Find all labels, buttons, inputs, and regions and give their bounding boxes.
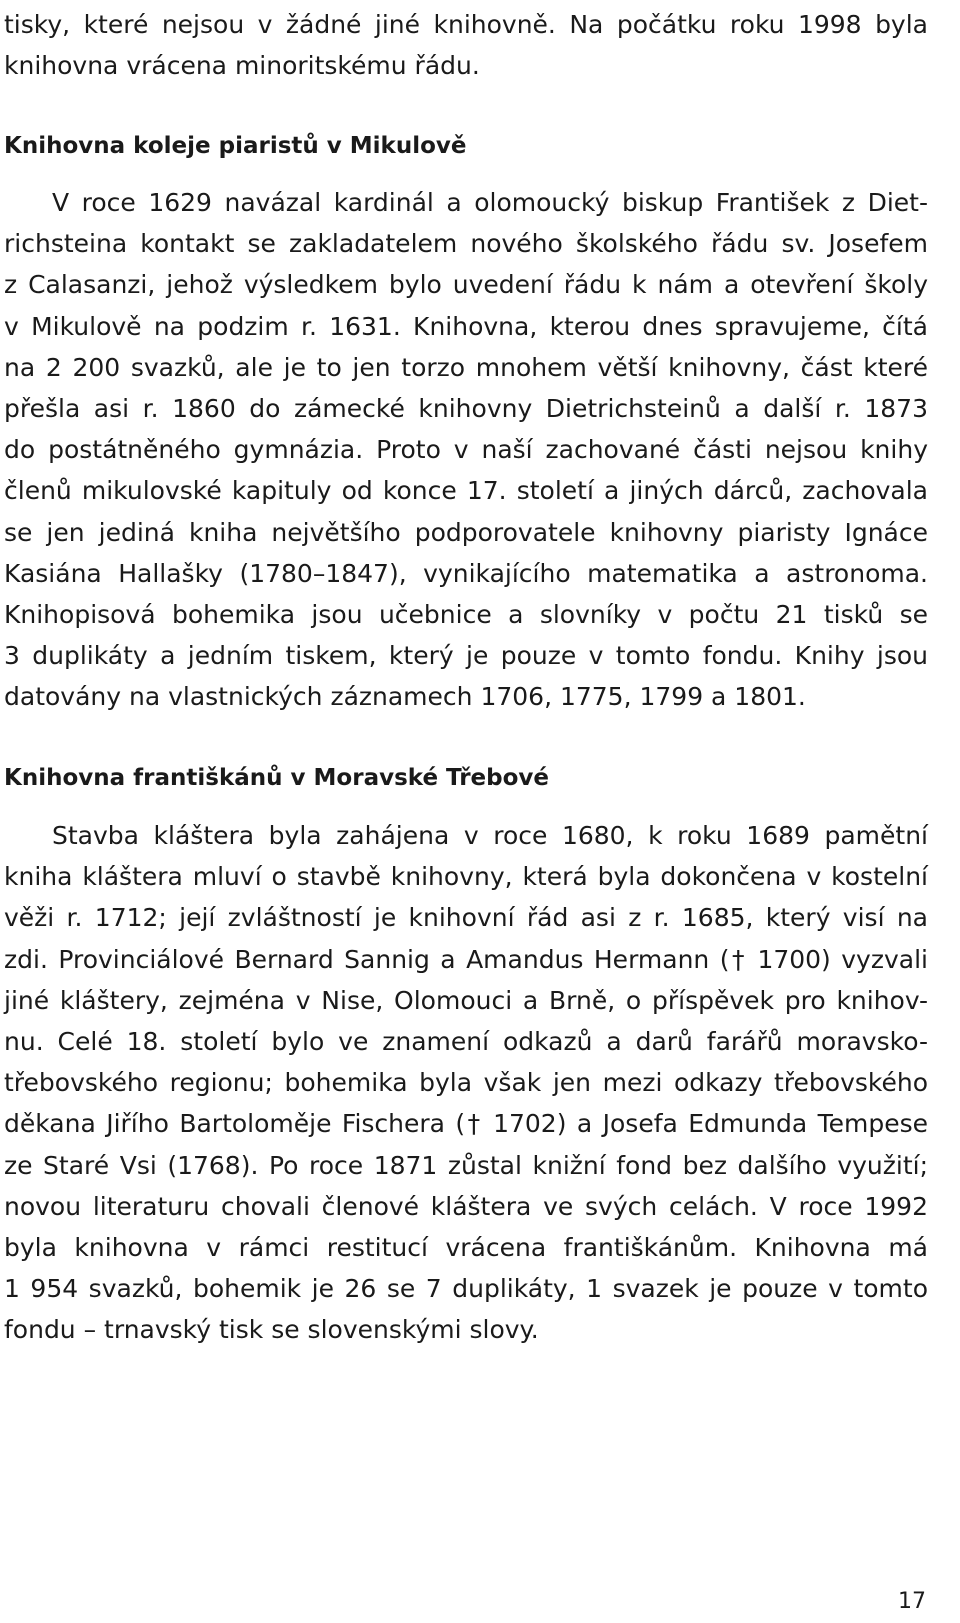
text-line: členů mikulovské kapituly od konce 17. století a jiných dárců, zachovala xyxy=(4,476,928,506)
paragraph-trebova xyxy=(4,815,928,1351)
text-line: věži r. 1712; její zvláštností je knihovní řád asi z r. 1685, který visí na xyxy=(4,903,928,933)
text-line: děkana Jiřího Bartoloměje Fischera († 1702) a Josefa Edmunda Tempese xyxy=(4,1109,928,1139)
text-line: 1 954 svazků, bohemik je 26 se 7 duplikáty, 1 svazek je pouze v tomto xyxy=(4,1274,928,1304)
text-line: nu. Celé 18. století bylo ve znamení odkazů a darů farářů moravsko- xyxy=(4,1027,928,1057)
text-line: fondu – trnavský tisk se slovenskými slovy. xyxy=(4,1315,539,1345)
text-line: 3 duplikáty a jedním tiskem, který je pouze v tomto fondu. Knihy jsou xyxy=(4,641,928,671)
text-line: knihovna vrácena minoritskému řádu. xyxy=(4,51,480,81)
paragraph-mikulov xyxy=(4,182,928,718)
text-line: z Calasanzi, jehož výsledkem bylo uvedení řádu k nám a otevření školy xyxy=(4,270,928,300)
text-line: ze Staré Vsi (1768). Po roce 1871 zůstal knižní fond bez dalšího využití; xyxy=(4,1150,928,1180)
text-line: se jen jediná kniha největšího podporovatele knihovny piaristy Ignáce xyxy=(4,517,928,547)
text-line: tisky, které nejsou v žádné jiné knihovně. Na počátku roku 1998 byla xyxy=(4,10,928,39)
text-line: byla knihovna v rámci restitucí vrácena františkánům. Knihovna má xyxy=(4,1233,928,1263)
text-line: kniha kláštera mluví o stavbě knihovny, která byla dokončena v kostelní xyxy=(4,862,928,892)
text-line: do postátněného gymnázia. Proto v naší zachované části nejsou knihy xyxy=(4,435,928,465)
section-heading-mikulov: Knihovna koleje piaristů v Mikulově xyxy=(4,133,467,159)
text-line: jiné kláštery, zejména v Nise, Olomouci a Brně, o příspěvek pro knihov- xyxy=(4,985,928,1015)
page-number: 17 xyxy=(898,1589,926,1614)
text-line: Kasiána Hallašky (1780–1847), vynikajícího matematika a astronoma. xyxy=(4,558,928,588)
text-line: přešla asi r. 1860 do zámecké knihovny Dietrichsteinů a další r. 1873 xyxy=(4,394,928,424)
text-line: v Mikulově na podzim r. 1631. Knihovna, kterou dnes spravujeme, čítá xyxy=(4,311,928,341)
text-line: datovány na vlastnických záznamech 1706, 1775, 1799 a 1801. xyxy=(4,682,806,712)
text-line: zdi. Provinciálové Bernard Sannig a Amandus Hermann († 1700) vyzvali xyxy=(4,944,928,974)
text-line: V roce 1629 navázal kardinál a olomoucký biskup František z Diet- xyxy=(52,188,928,217)
text-line: novou literaturu chovali členové kláštera ve svých celách. V roce 1992 xyxy=(4,1191,928,1221)
text-line: na 2 200 svazků, ale je to jen torzo mnohem větší knihovny, část které xyxy=(4,352,928,382)
section-heading-trebova: Knihovna františkánů v Moravské Třebové xyxy=(4,765,550,791)
text-line: třebovského regionu; bohemika byla však jen mezi odkazy třebovského xyxy=(4,1068,928,1098)
text-line: Knihopisová bohemika jsou učebnice a slovníky v počtu 21 tisků se xyxy=(4,600,928,630)
paragraph-continuation xyxy=(4,4,928,86)
text-line: Stavba kláštera byla zahájena v roce 1680, k roku 1689 pamětní xyxy=(52,821,928,850)
text-line: richsteina kontakt se zakladatelem nového školského řádu sv. Josefem xyxy=(4,229,928,259)
